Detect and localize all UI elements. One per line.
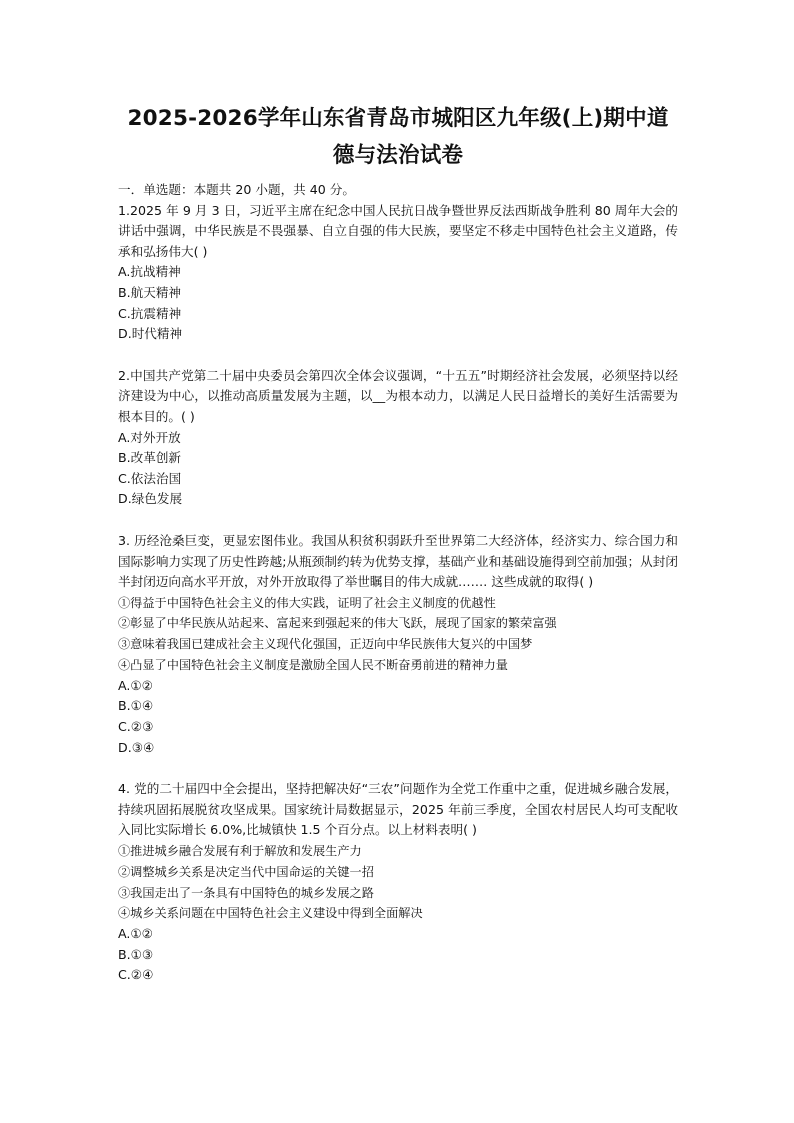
option-b: B.航天精神 <box>118 284 182 300</box>
statement-2: ②调整城乡关系是决定当代中国命运的关键一招 <box>118 864 374 879</box>
option-c: C.抗震精神 <box>118 305 182 321</box>
statement-1: ①推进城乡融合发展有利于解放和发展生产力 <box>118 844 362 859</box>
option-c: C.②④ <box>118 967 154 983</box>
option-b: B.①③ <box>118 946 154 962</box>
option-b: B.改革创新 <box>118 450 182 466</box>
question-1 <box>118 201 678 345</box>
spacer <box>118 510 678 531</box>
document-title <box>118 100 678 174</box>
option-a: A.对外开放 <box>118 429 181 445</box>
statement-3: ③我国走出了一条具有中国特色的城乡发展之路 <box>118 885 374 900</box>
option-c: C.②③ <box>118 719 154 735</box>
title-line-2: 德与法治试卷 <box>332 143 464 168</box>
question-stem: 2.中国共产党第二十届中央委员会第四次全体会议强调，“十五五”时期经济社会发展，必须坚持以经济建设为中心，以推动高质量发展为主题，以__为根本动力，以满足人民日益增长的美好生活需要为根本目的。( ) <box>118 367 678 424</box>
question-stem: 4. 党的二十届四中全会提出，坚持把解决好“三农”问题作为全党工作重中之重，促进城乡融合发展，持续巩固拓展脱贫攻坚成果。国家统计局数据显示，2025 年前三季度，全国农村居民人均可支配收入同比实际增长 6.0%,比城镇快 1.5 个百分点。以上材料表明( ) <box>118 781 678 838</box>
statement-3: ③意味着我国已建成社会主义现代化强国，正迈向中华民族伟大复兴的中国梦 <box>118 637 533 652</box>
exam-page <box>118 100 678 986</box>
option-d: D.时代精神 <box>118 326 183 342</box>
question-2 <box>118 366 678 510</box>
question-3 <box>118 531 678 758</box>
option-b: B.①④ <box>118 698 154 714</box>
title-line-1: 2025-2026学年山东省青岛市城阳区九年级(上)期中道 <box>127 106 669 131</box>
statement-4: ④城乡关系问题在中国特色社会主义建设中得到全面解决 <box>118 906 423 921</box>
option-d: D.绿色发展 <box>118 491 183 507</box>
option-a: A.①② <box>118 677 153 693</box>
option-d: D.③④ <box>118 739 155 755</box>
statement-4: ④凸显了中国特色社会主义制度是激励全国人民不断奋勇前进的精神力量 <box>118 658 508 673</box>
spacer <box>118 758 678 779</box>
question-stem: 1.2025 年 9 月 3 日，习近平主席在纪念中国人民抗日战争暨世界反法西斯战争胜利 80 周年大会的讲话中强调，中华民族是不畏强暴、自立自强的伟大民族，要坚定不移走中国特色社会主义道路，传承和弘扬伟大( ) <box>118 202 678 259</box>
option-c: C.依法治国 <box>118 470 182 486</box>
statement-1: ①得益于中国特色社会主义的伟大实践，证明了社会主义制度的优越性 <box>118 595 496 610</box>
option-a: A.①② <box>118 926 153 942</box>
question-stem: 3. 历经沧桑巨变，更显宏图伟业。我国从积贫积弱跃升至世界第二大经济体，经济实力、综合国力和国际影响力实现了历史性跨越;从瓶颈制约转为优势支撑，基础产业和基础设施得到空前加强；从封闭半封闭迈向高水平开放，对外开放取得了举世瞩目的伟大成就……. 这些成就的取得( ) <box>118 532 678 590</box>
section-heading: 一．单选题：本题共 20 小题，共 40 分。 <box>118 182 355 197</box>
question-4 <box>118 779 678 986</box>
spacer <box>118 345 678 366</box>
statement-2: ②彰显了中华民族从站起来、富起来到强起来的伟大飞跃，展现了国家的繁荣富强 <box>118 616 557 631</box>
option-a: A.抗战精神 <box>118 264 181 280</box>
